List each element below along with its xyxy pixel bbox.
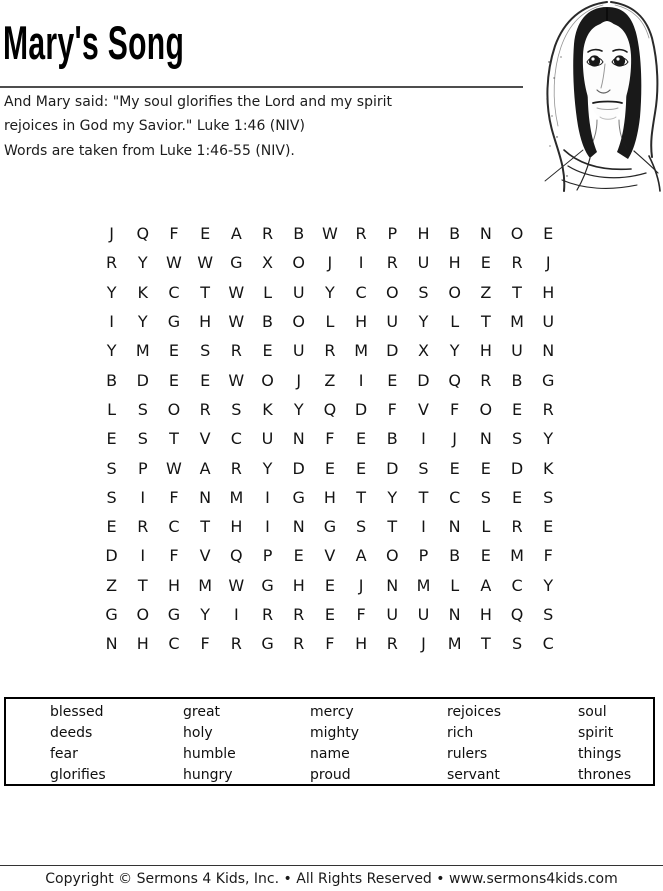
grid-letter: R (293, 605, 305, 624)
word-search-grid (96, 219, 564, 658)
grid-letter: R (261, 605, 274, 624)
grid-letter: Y (262, 458, 273, 478)
word-list-column (50, 702, 106, 786)
grid-letter: H (292, 575, 305, 595)
grid-letter: S (480, 487, 491, 507)
grid-letter: F (325, 429, 335, 449)
grid-letter: Y (418, 312, 429, 332)
grid-letter: H (479, 605, 492, 624)
grid-letter: V (199, 546, 211, 566)
grid-letter: W (166, 458, 182, 478)
grid-letter: N (199, 487, 212, 507)
word-list-item: soul (578, 704, 607, 720)
grid-letter: O (448, 282, 461, 302)
grid-letter: V (417, 399, 429, 419)
grid-letter: E (449, 458, 460, 478)
grid-letter: U (542, 312, 555, 332)
grid-letter: Y (137, 253, 148, 273)
grid-letter: X (417, 341, 429, 361)
grid-letter: O (292, 312, 306, 332)
grid-letter: W (228, 370, 245, 390)
page-title: Mary's Song (3, 16, 185, 69)
grid-letter: G (292, 487, 305, 507)
grid-letter: B (293, 224, 305, 244)
word-list-item: thrones (578, 767, 632, 783)
grid-letter: A (480, 575, 492, 595)
grid-letter: I (421, 517, 426, 537)
grid-letter: O (136, 605, 150, 624)
grid-letter: U (417, 253, 430, 273)
grid-letter: P (387, 224, 398, 244)
grid-letter: F (200, 634, 210, 654)
grid-letter: H (199, 312, 212, 332)
grid-letter: M (229, 487, 244, 507)
grid-letter: Z (324, 370, 336, 390)
grid-letter: D (417, 370, 430, 390)
grid-letter: C (355, 282, 367, 302)
grid-letter: T (480, 312, 491, 332)
title-divider (0, 86, 523, 88)
grid-letter: Y (387, 487, 398, 507)
grid-letter: W (321, 224, 338, 244)
grid-letter: R (324, 341, 336, 361)
grid-letter: C (168, 517, 180, 537)
grid-letter: G (261, 575, 274, 595)
grid-letter: W (228, 575, 245, 595)
grid-letter: H (448, 253, 461, 273)
grid-letter: E (511, 487, 523, 507)
grid-letter: C (168, 282, 180, 302)
grid-letter: H (479, 341, 492, 361)
grid-letter: E (293, 546, 304, 566)
grid-letter: J (545, 253, 551, 273)
grid-letter: H (323, 487, 336, 507)
grid-letter: Q (323, 399, 337, 419)
grid-letter: E (262, 341, 273, 361)
grid-letter: S (511, 634, 523, 654)
grid-letter: M (135, 341, 150, 361)
grid-letter: D (292, 458, 305, 478)
grid-letter: J (421, 634, 426, 654)
grid-letter: I (265, 487, 270, 507)
grid-letter: E (543, 517, 554, 537)
grid-letter: P (262, 546, 273, 566)
grid-letter: K (262, 399, 273, 419)
grid-letter: R (511, 253, 523, 273)
grid-letter: T (512, 282, 522, 302)
grid-letter: B (511, 370, 523, 390)
grid-letter: L (481, 517, 491, 537)
grid-letter: R (137, 517, 149, 537)
grid-letter: F (169, 487, 179, 507)
grid-letter: S (106, 458, 117, 478)
grid-letter: V (324, 546, 336, 566)
grid-letter: R (199, 399, 211, 419)
grid-letter: Q (136, 224, 150, 244)
grid-letter: M (416, 575, 431, 595)
grid-letter: Q (230, 546, 243, 566)
grid-letter: R (230, 458, 242, 478)
grid-letter: U (261, 429, 274, 449)
grid-letter: R (386, 634, 398, 654)
grid-letter: T (356, 487, 366, 507)
grid-letter: S (106, 487, 117, 507)
grid-letter: K (542, 458, 554, 478)
grid-letter: N (386, 575, 399, 595)
grid-letter: X (262, 253, 274, 273)
grid-letter: H (167, 575, 180, 595)
grid-letter: E (168, 341, 180, 361)
grid-letter: S (137, 429, 148, 449)
grid-letter: M (447, 634, 462, 654)
grid-letter: T (200, 517, 211, 537)
grid-letter: R (230, 341, 242, 361)
grid-letter: M (510, 546, 524, 566)
grid-letter: Y (106, 341, 117, 361)
grid-letter: W (197, 253, 214, 273)
grid-letter: O (385, 282, 399, 302)
grid-letter: R (542, 399, 554, 419)
grid-letter: B (449, 546, 461, 566)
word-list-box (4, 697, 655, 786)
grid-letter: H (542, 282, 555, 302)
word-list-column (447, 702, 501, 786)
grid-letter: P (137, 458, 148, 478)
grid-letter: I (265, 517, 270, 537)
grid-letter: I (233, 605, 239, 624)
grid-letter: S (418, 282, 429, 302)
grid-letter: Y (200, 605, 211, 624)
grid-letter: G (167, 605, 181, 624)
grid-letter: E (543, 224, 554, 244)
word-list-item: rejoices (447, 704, 502, 720)
grid-letter: O (261, 370, 274, 390)
grid-letter: I (109, 312, 114, 332)
grid-letter: G (105, 605, 118, 624)
grid-letter: U (511, 341, 523, 361)
grid-letter: T (169, 429, 179, 449)
word-list-column (310, 702, 359, 786)
grid-letter: P (418, 546, 429, 566)
grid-letter: B (106, 370, 118, 390)
grid-letter: U (386, 605, 399, 624)
grid-letter: B (262, 312, 274, 332)
grid-letter: A (230, 224, 242, 244)
grid-letter: R (261, 224, 274, 244)
grid-letter: Q (510, 605, 524, 624)
footer-divider (0, 865, 663, 866)
grid-letter: T (387, 517, 398, 537)
word-list-item: fear (50, 746, 78, 762)
grid-letter: E (324, 605, 335, 624)
grid-letter: M (198, 575, 213, 595)
grid-letter: T (480, 634, 491, 654)
grid-letter: U (386, 312, 399, 332)
word-list-item: hungry (183, 767, 233, 783)
grid-letter: H (355, 634, 368, 654)
grid-letter: B (386, 429, 398, 449)
grid-letter: A (355, 546, 367, 566)
word-list-column (578, 702, 631, 786)
grid-letter: D (386, 341, 399, 361)
word-list-item: rich (447, 725, 474, 741)
grid-letter: N (448, 517, 461, 537)
grid-letter: E (168, 370, 180, 390)
grid-letter: N (105, 634, 118, 654)
grid-letter: N (479, 224, 492, 244)
grid-letter: S (231, 399, 242, 419)
grid-letter: T (137, 575, 148, 595)
copyright-text: Copyright © Sermons 4 Kids, Inc. • All Rights Reserved • www.sermons4kids.com (45, 871, 618, 887)
grid-letter: G (261, 634, 274, 654)
grid-letter: R (293, 634, 305, 654)
grid-letter: D (136, 370, 149, 390)
word-list-item: humble (183, 746, 236, 762)
word-list-item: great (183, 704, 221, 720)
grid-letter: C (168, 634, 180, 654)
grid-letter: R (386, 253, 398, 273)
grid-letter: S (137, 399, 148, 419)
grid-letter: N (448, 605, 461, 624)
grid-letter: R (511, 517, 523, 537)
grid-letter: J (358, 575, 364, 595)
grid-letter: S (543, 605, 554, 624)
grid-letter: C (230, 429, 242, 449)
source-note: Words are taken from Luke 1:46-55 (NIV). (4, 143, 295, 159)
grid-letter: E (480, 546, 491, 566)
grid-letter: J (109, 224, 114, 244)
grid-letter: A (199, 458, 211, 478)
grid-letter: I (358, 253, 364, 273)
grid-letter: O (167, 399, 181, 419)
grid-letter: U (417, 605, 430, 624)
grid-letter: E (480, 458, 491, 478)
grid-letter: G (167, 312, 181, 332)
grid-letter: E (356, 429, 367, 449)
grid-letter: S (356, 517, 367, 537)
grid-letter: E (200, 224, 211, 244)
grid-letter: K (137, 282, 149, 302)
grid-letter: F (169, 546, 179, 566)
word-list-item: glorifies (50, 767, 106, 783)
grid-letter: G (542, 370, 555, 390)
grid-letter: S (200, 341, 211, 361)
grid-letter: D (510, 458, 524, 478)
grid-letter: S (418, 458, 429, 478)
grid-letter: W (228, 312, 245, 332)
grid-letter: E (200, 370, 211, 390)
grid-letter: L (107, 399, 117, 419)
grid-letter: N (292, 429, 305, 449)
grid-letter: H (230, 517, 243, 537)
grid-letter: T (418, 487, 429, 507)
grid-letter: E (387, 370, 398, 390)
word-list-item: mighty (310, 725, 360, 741)
grid-letter: T (200, 282, 211, 302)
grid-letter: F (387, 399, 397, 419)
word-list-item: holy (183, 725, 213, 741)
grid-letter: R (230, 634, 242, 654)
word-list-item: servant (447, 767, 500, 783)
grid-letter: R (480, 370, 492, 390)
grid-letter: G (323, 517, 337, 537)
grid-letter: W (166, 253, 182, 273)
grid-letter: L (263, 282, 272, 302)
grid-letter: I (358, 370, 364, 390)
grid-letter: J (452, 429, 458, 449)
word-list-item: deeds (50, 725, 93, 741)
grid-letter: C (542, 634, 554, 654)
grid-letter: F (325, 634, 335, 654)
grid-letter: D (386, 458, 399, 478)
grid-letter: E (106, 517, 117, 537)
grid-letter: F (450, 399, 460, 419)
word-list-item: name (310, 746, 350, 762)
grid-letter: I (421, 429, 426, 449)
word-list-item: mercy (310, 704, 354, 720)
word-list-item: spirit (578, 725, 614, 741)
grid-letter: F (356, 605, 366, 624)
grid-letter: Q (448, 370, 461, 390)
grid-letter: Y (543, 429, 554, 449)
grid-letter: N (292, 517, 305, 537)
grid-letter: J (327, 253, 333, 273)
grid-letter: C (449, 487, 461, 507)
grid-letter: E (324, 575, 335, 595)
word-list-item: blessed (50, 704, 104, 720)
grid-letter: G (230, 253, 243, 273)
intro-line-2: rejoices in God my Savior." Luke 1:46 (NIV) (4, 118, 305, 134)
grid-letter: H (136, 634, 149, 654)
grid-letter: D (354, 399, 368, 419)
grid-letter: M (510, 312, 524, 332)
grid-letter: C (511, 575, 523, 595)
word-list-item: things (578, 746, 622, 762)
grid-letter: Y (293, 399, 304, 419)
grid-letter: M (354, 341, 368, 361)
grid-letter: I (140, 546, 146, 566)
grid-letter: L (450, 312, 460, 332)
word-list-item: rulers (447, 746, 488, 762)
intro-line-1: And Mary said: "My soul glorifies the Lord and my spirit (4, 94, 393, 110)
grid-letter: S (543, 487, 554, 507)
grid-letter: F (543, 546, 553, 566)
grid-letter: D (105, 546, 118, 566)
grid-letter: L (450, 575, 460, 595)
grid-letter: R (355, 224, 367, 244)
grid-letter: I (140, 487, 146, 507)
grid-letter: R (106, 253, 118, 273)
grid-letter: U (292, 341, 305, 361)
grid-letter: N (542, 341, 555, 361)
grid-letter: E (324, 458, 335, 478)
grid-letter: O (292, 253, 306, 273)
grid-letter: N (479, 429, 492, 449)
grid-letter: F (169, 224, 179, 244)
grid-letter: H (417, 224, 430, 244)
grid-letter: E (356, 458, 367, 478)
grid-letter: O (479, 399, 493, 419)
grid-letter: Z (480, 282, 492, 302)
grid-letter: U (292, 282, 305, 302)
mary-portrait-sketch (537, 0, 663, 192)
grid-letter: Y (137, 312, 148, 332)
grid-letter: Y (106, 282, 117, 302)
grid-letter: Y (543, 575, 554, 595)
grid-letter: W (228, 282, 245, 302)
grid-letter: E (511, 399, 523, 419)
grid-letter: V (199, 429, 211, 449)
grid-letter: Y (449, 341, 460, 361)
grid-letter: O (510, 224, 524, 244)
grid-letter: J (296, 370, 302, 390)
grid-letter: S (511, 429, 523, 449)
grid-letter: E (106, 429, 117, 449)
grid-letter: O (385, 546, 399, 566)
grid-letter: E (480, 253, 491, 273)
grid-letter: L (325, 312, 335, 332)
grid-letter: Y (325, 282, 335, 302)
grid-letter: B (449, 224, 461, 244)
word-list-item: proud (310, 767, 351, 783)
word-list-column (183, 702, 236, 786)
grid-letter: H (355, 312, 368, 332)
grid-letter: Z (106, 575, 118, 595)
